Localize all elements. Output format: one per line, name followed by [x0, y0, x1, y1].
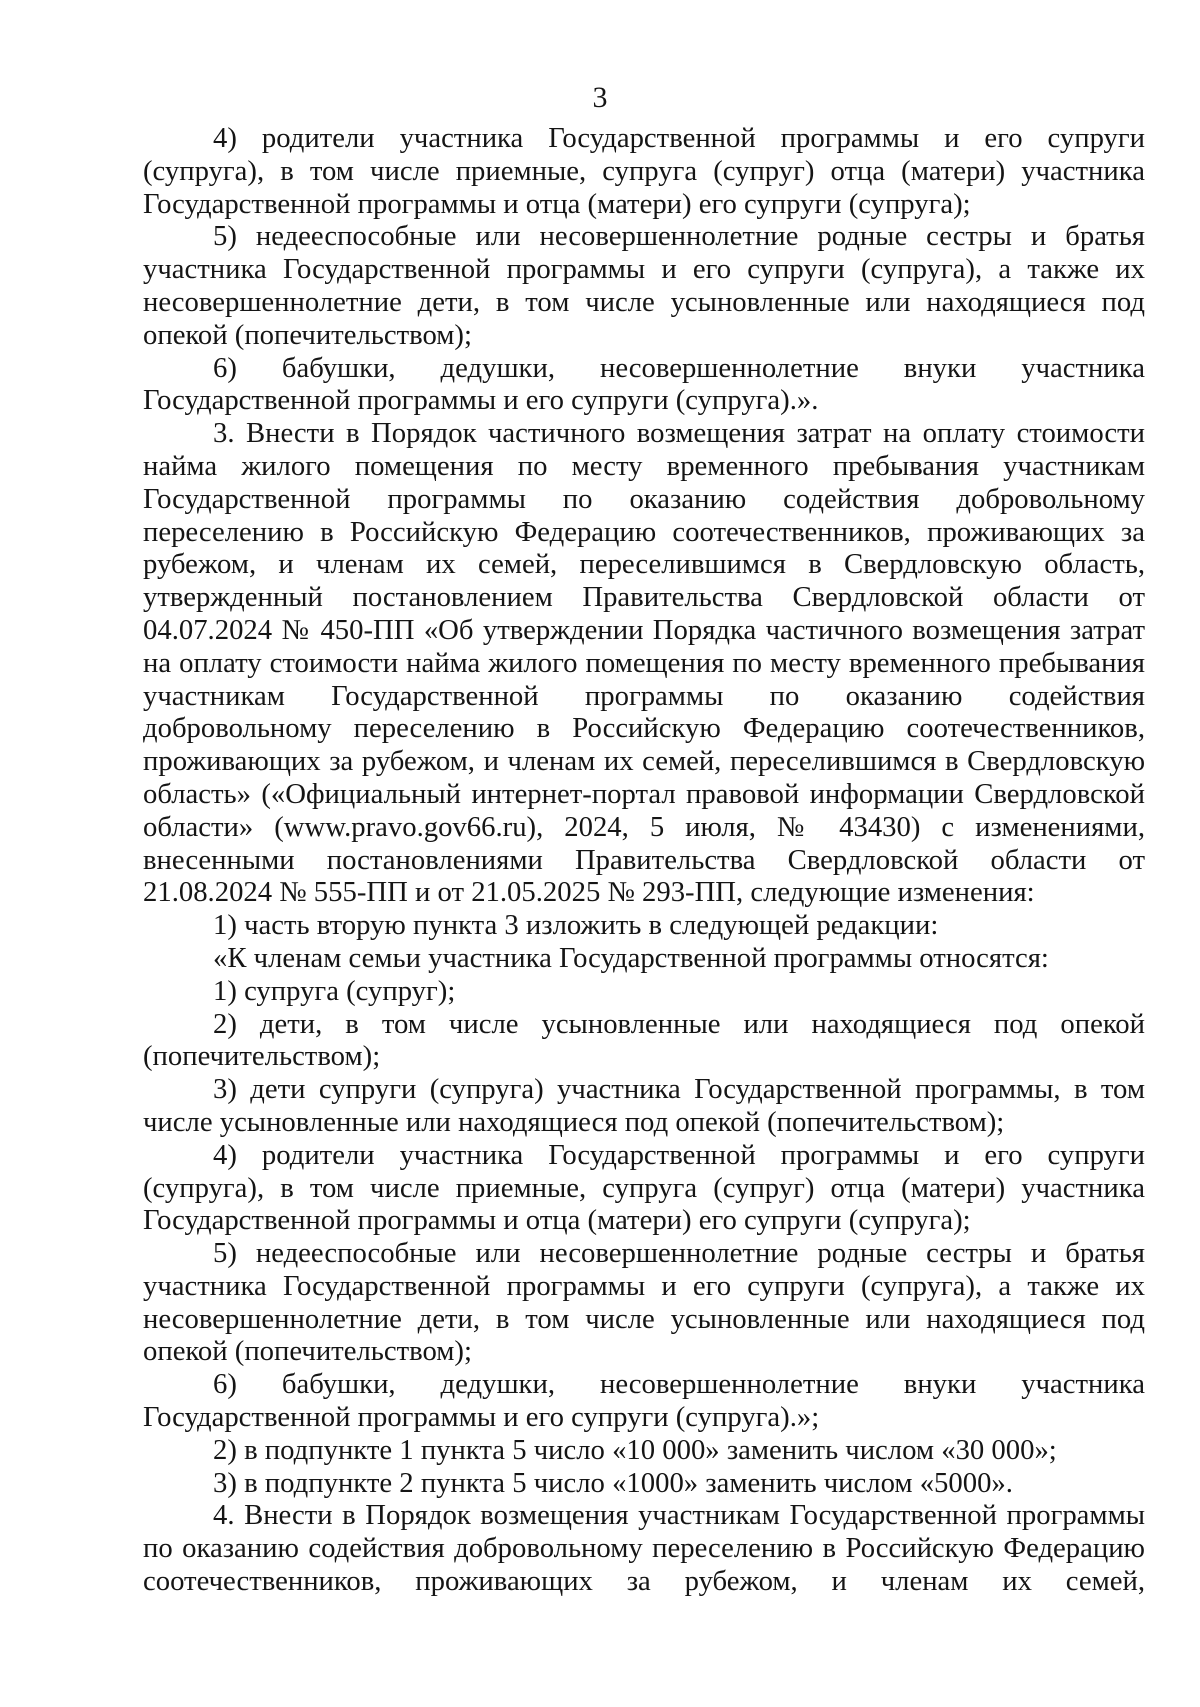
paragraph-family-definition: «К членам семьи участника Государственной программы относятся: — [213, 941, 1049, 974]
paragraph-family-spouse: 1) супруга (супруг); — [213, 974, 456, 1007]
page-number: 3 — [592, 81, 608, 114]
paragraph-family-children: 2) дети, в том числе усыновленные или находящиеся под опекой (попечительством); — [143, 1007, 1145, 1073]
paragraph-subitem-3: 3) в подпункте 2 пункта 5 число «1000» заменить числом «5000». — [213, 1466, 1013, 1499]
paragraph-item-3-amendment: 3. Внести в Порядок частичного возмещения затрат на оплату стоимости найма жилого помещения по месту временного пребывания участникам Государственной программы по оказанию содействия добровольному переселению в Российскую Федерацию соотечественников, проживающих за рубежом, и членам их семей, переселившимся в Свердловскую область, утвержденный постановлением Правительства Свердловской области от 04.07.2024 № 450-ПП «Об утверждении Порядка частичного возмещения затрат на оплату стоимости найма жилого помещения по месту временного пребывания участникам Государственной программы по оказанию содействия добровольному переселению в Российскую Федерацию соотечественников, проживающих за рубежом, и членам их семей, переселившимся в Свердловскую область» («Официальный интернет-портал правовой информации Свердловской области» (www.pravo.gov66.ru), 2024, 5 июля, № 43430) с изменениями, внесенными постановлениями Правительства Свердловской области от 21.08.2024 № 555-ПП и от 21.05.2025 № 293-ПП, следующие изменения: — [143, 417, 1145, 909]
paragraph-item-4-amendment: 4. Внести в Порядок возмещения участникам Государственной программы по оказанию содействия добровольному переселению в Российскую Федерацию соотечественников, проживающих за рубежом, и членам их семей, — [143, 1499, 1145, 1598]
paragraph-family-grandparents-2: 6) бабушки, дедушки, несовершеннолетние внуки участника Государственной программы и его супруги (супруга).»; — [143, 1368, 1145, 1434]
document-body — [143, 122, 1145, 1598]
paragraph-subitem-1: 1) часть вторую пункта 3 изложить в следующей редакции: — [213, 909, 939, 942]
paragraph-subitem-2: 2) в подпункте 1 пункта 5 число «10 000» заменить числом «30 000»; — [213, 1433, 1057, 1466]
paragraph-family-siblings-2: 5) недееспособные или несовершеннолетние родные сестры и братья участника Государственной программы и его супруги (супруга), а также их несовершеннолетние дети, в том числе усыновленные или находящиеся под опекой (попечительством); — [143, 1237, 1145, 1368]
paragraph-family-parents: 4) родители участника Государственной программы и его супруги (супруга), в том числе приемные, супруга (супруг) отца (матери) участника Государственной программы и отца (матери) его супруги (супруга); — [143, 122, 1145, 220]
paragraph-family-siblings: 5) недееспособные или несовершеннолетние родные сестры и братья участника Государственной программы и его супруги (супруга), а также их несовершеннолетние дети, в том числе усыновленные или находящиеся под опекой (попечительством); — [143, 220, 1145, 351]
paragraph-family-parents-2: 4) родители участника Государственной программы и его супруги (супруга), в том числе приемные, супруга (супруг) отца (матери) участника Государственной программы и отца (матери) его супруги (супруга); — [143, 1138, 1145, 1237]
paragraph-family-grandparents: 6) бабушки, дедушки, несовершеннолетние внуки участника Государственной программы и его супруги (супруга).». — [143, 351, 1145, 417]
paragraph-family-spouse-children: 3) дети супруги (супруга) участника Государственной программы, в том числе усыновленные или находящиеся под опекой (попечительством); — [143, 1073, 1145, 1138]
